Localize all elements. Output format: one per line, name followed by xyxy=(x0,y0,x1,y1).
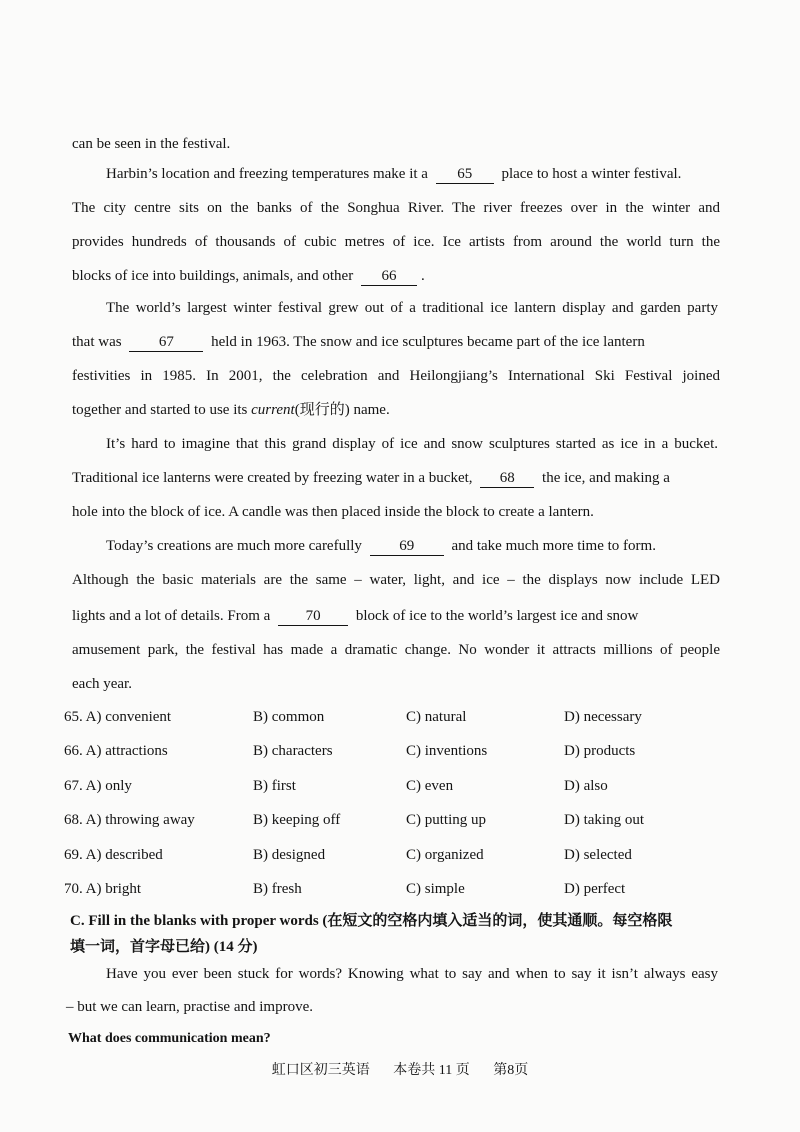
paragraph-line xyxy=(106,298,718,318)
footer-district: 虹口区初三英语 xyxy=(271,1063,370,1078)
paragraph-line xyxy=(106,536,718,556)
option-c: C) inventions xyxy=(406,743,488,759)
option-a: 67. A) only xyxy=(64,778,132,794)
section-c-paragraph xyxy=(106,964,718,984)
paragraph-line xyxy=(106,164,718,184)
options-row-67 xyxy=(64,776,744,796)
emphasis-word: current xyxy=(251,402,295,418)
text: Although the basic materials are the same – water, light, and ice – the displays now include LED xyxy=(72,572,720,588)
option-a: 65. A) convenient xyxy=(64,709,172,725)
text: name. xyxy=(353,402,390,418)
text: each year. xyxy=(72,676,132,692)
paragraph-line xyxy=(72,640,720,660)
paragraph-line xyxy=(106,434,718,454)
text: Have you ever been stuck for words? Knowing what to say and when to say it isn’t always easy xyxy=(106,966,718,982)
text: place to host a winter festival. xyxy=(501,166,682,182)
footer-total-pages: 本卷共 11 页 xyxy=(393,1063,470,1078)
paragraph-line xyxy=(72,198,720,218)
paragraph-line xyxy=(72,134,720,154)
text: It’s hard to imagine that this grand display of ice and snow sculptures started as ice in a bucket. xyxy=(106,436,718,452)
text: amusement park, the festival has made a dramatic change. No wonder it attracts millions of people xyxy=(72,642,720,658)
blank-68: 68 xyxy=(480,470,534,488)
text: The city centre sits on the banks of the Songhua River. The river freezes over in the winter and xyxy=(72,200,720,216)
chinese-gloss: (现行的) xyxy=(294,402,350,418)
option-d: D) perfect xyxy=(564,881,626,897)
blank-65: 65 xyxy=(436,166,494,184)
paragraph-line xyxy=(72,266,720,286)
paragraph-line xyxy=(72,232,720,252)
options-row-68 xyxy=(64,810,744,830)
text: . xyxy=(420,268,425,284)
paragraph-line xyxy=(72,570,720,590)
paragraph-line xyxy=(72,606,720,626)
paragraph-line xyxy=(72,400,720,420)
option-b: B) keeping off xyxy=(253,812,341,828)
text: block of ice to the world’s largest ice and snow xyxy=(355,608,639,624)
text: can be seen in the festival. xyxy=(72,136,231,152)
text: Harbin’s location and freezing temperatures make it a xyxy=(106,166,428,182)
text: and take much more time to form. xyxy=(451,538,656,554)
option-a: 69. A) described xyxy=(64,847,163,863)
option-b: B) first xyxy=(253,778,296,794)
option-c: C) organized xyxy=(406,847,484,863)
option-a: 68. A) throwing away xyxy=(64,812,195,828)
text: held in 1963. The snow and ice sculptures became part of the ice lantern xyxy=(211,334,645,350)
text: provides hundreds of thousands of cubic metres of ice. Ice artists from around the world turn the xyxy=(72,234,720,250)
paragraph-line xyxy=(72,366,720,386)
option-d: D) products xyxy=(564,743,636,759)
text: the ice, and making a xyxy=(542,470,670,486)
text: lights and a lot of details. From a xyxy=(72,608,271,624)
subheading: What does communication mean? xyxy=(68,1031,271,1046)
text: festivities in 1985. In 2001, the celebration and Heilongjiang’s International Ski Festival joined xyxy=(72,368,720,384)
option-d: D) taking out xyxy=(564,812,644,828)
page-footer xyxy=(0,1059,800,1079)
options-row-70 xyxy=(64,879,744,899)
option-c: C) natural xyxy=(406,709,467,725)
paragraph-line xyxy=(72,674,720,694)
text: The world’s largest winter festival grew out of a traditional ice lantern display and garden party xyxy=(106,300,718,316)
option-d: D) selected xyxy=(564,847,632,863)
options-row-66 xyxy=(64,741,744,761)
options-row-69 xyxy=(64,845,744,865)
paragraph-line xyxy=(72,332,720,352)
footer-page-number: 第8页 xyxy=(493,1063,529,1078)
paragraph-line xyxy=(72,468,720,488)
blank-70: 70 xyxy=(278,608,348,626)
text: together and started to use its xyxy=(72,402,248,418)
option-b: B) fresh xyxy=(253,881,302,897)
option-c: C) even xyxy=(406,778,454,794)
text: that was xyxy=(72,334,122,350)
section-c-heading: C. Fill in the blanks with proper words (在短文的空格内填入适当的词，使其通顺。每空格限 xyxy=(70,913,673,929)
text: – but we can learn, practise and improve. xyxy=(66,999,313,1015)
blank-69: 69 xyxy=(370,538,444,556)
option-b: B) designed xyxy=(253,847,326,863)
option-d: D) also xyxy=(564,778,608,794)
paragraph-line xyxy=(72,502,720,522)
text: blocks of ice into buildings, animals, and other xyxy=(72,268,354,284)
option-c: C) simple xyxy=(406,881,465,897)
section-c-heading-cont: 填一词，首字母已给) (14 分) xyxy=(70,939,258,955)
text: hole into the block of ice. A candle was then placed inside the block to create a lantern. xyxy=(72,504,594,520)
blank-67: 67 xyxy=(129,334,203,352)
section-c-paragraph xyxy=(66,997,714,1017)
options-row-65 xyxy=(64,707,744,727)
option-d: D) necessary xyxy=(564,709,642,725)
option-b: B) characters xyxy=(253,743,333,759)
option-b: B) common xyxy=(253,709,325,725)
text: Today’s creations are much more carefully xyxy=(106,538,362,554)
text: Traditional ice lanterns were created by freezing water in a bucket, xyxy=(72,470,473,486)
blank-66: 66 xyxy=(361,268,417,286)
option-a: 66. A) attractions xyxy=(64,743,168,759)
option-a: 70. A) bright xyxy=(64,881,142,897)
option-c: C) putting up xyxy=(406,812,487,828)
